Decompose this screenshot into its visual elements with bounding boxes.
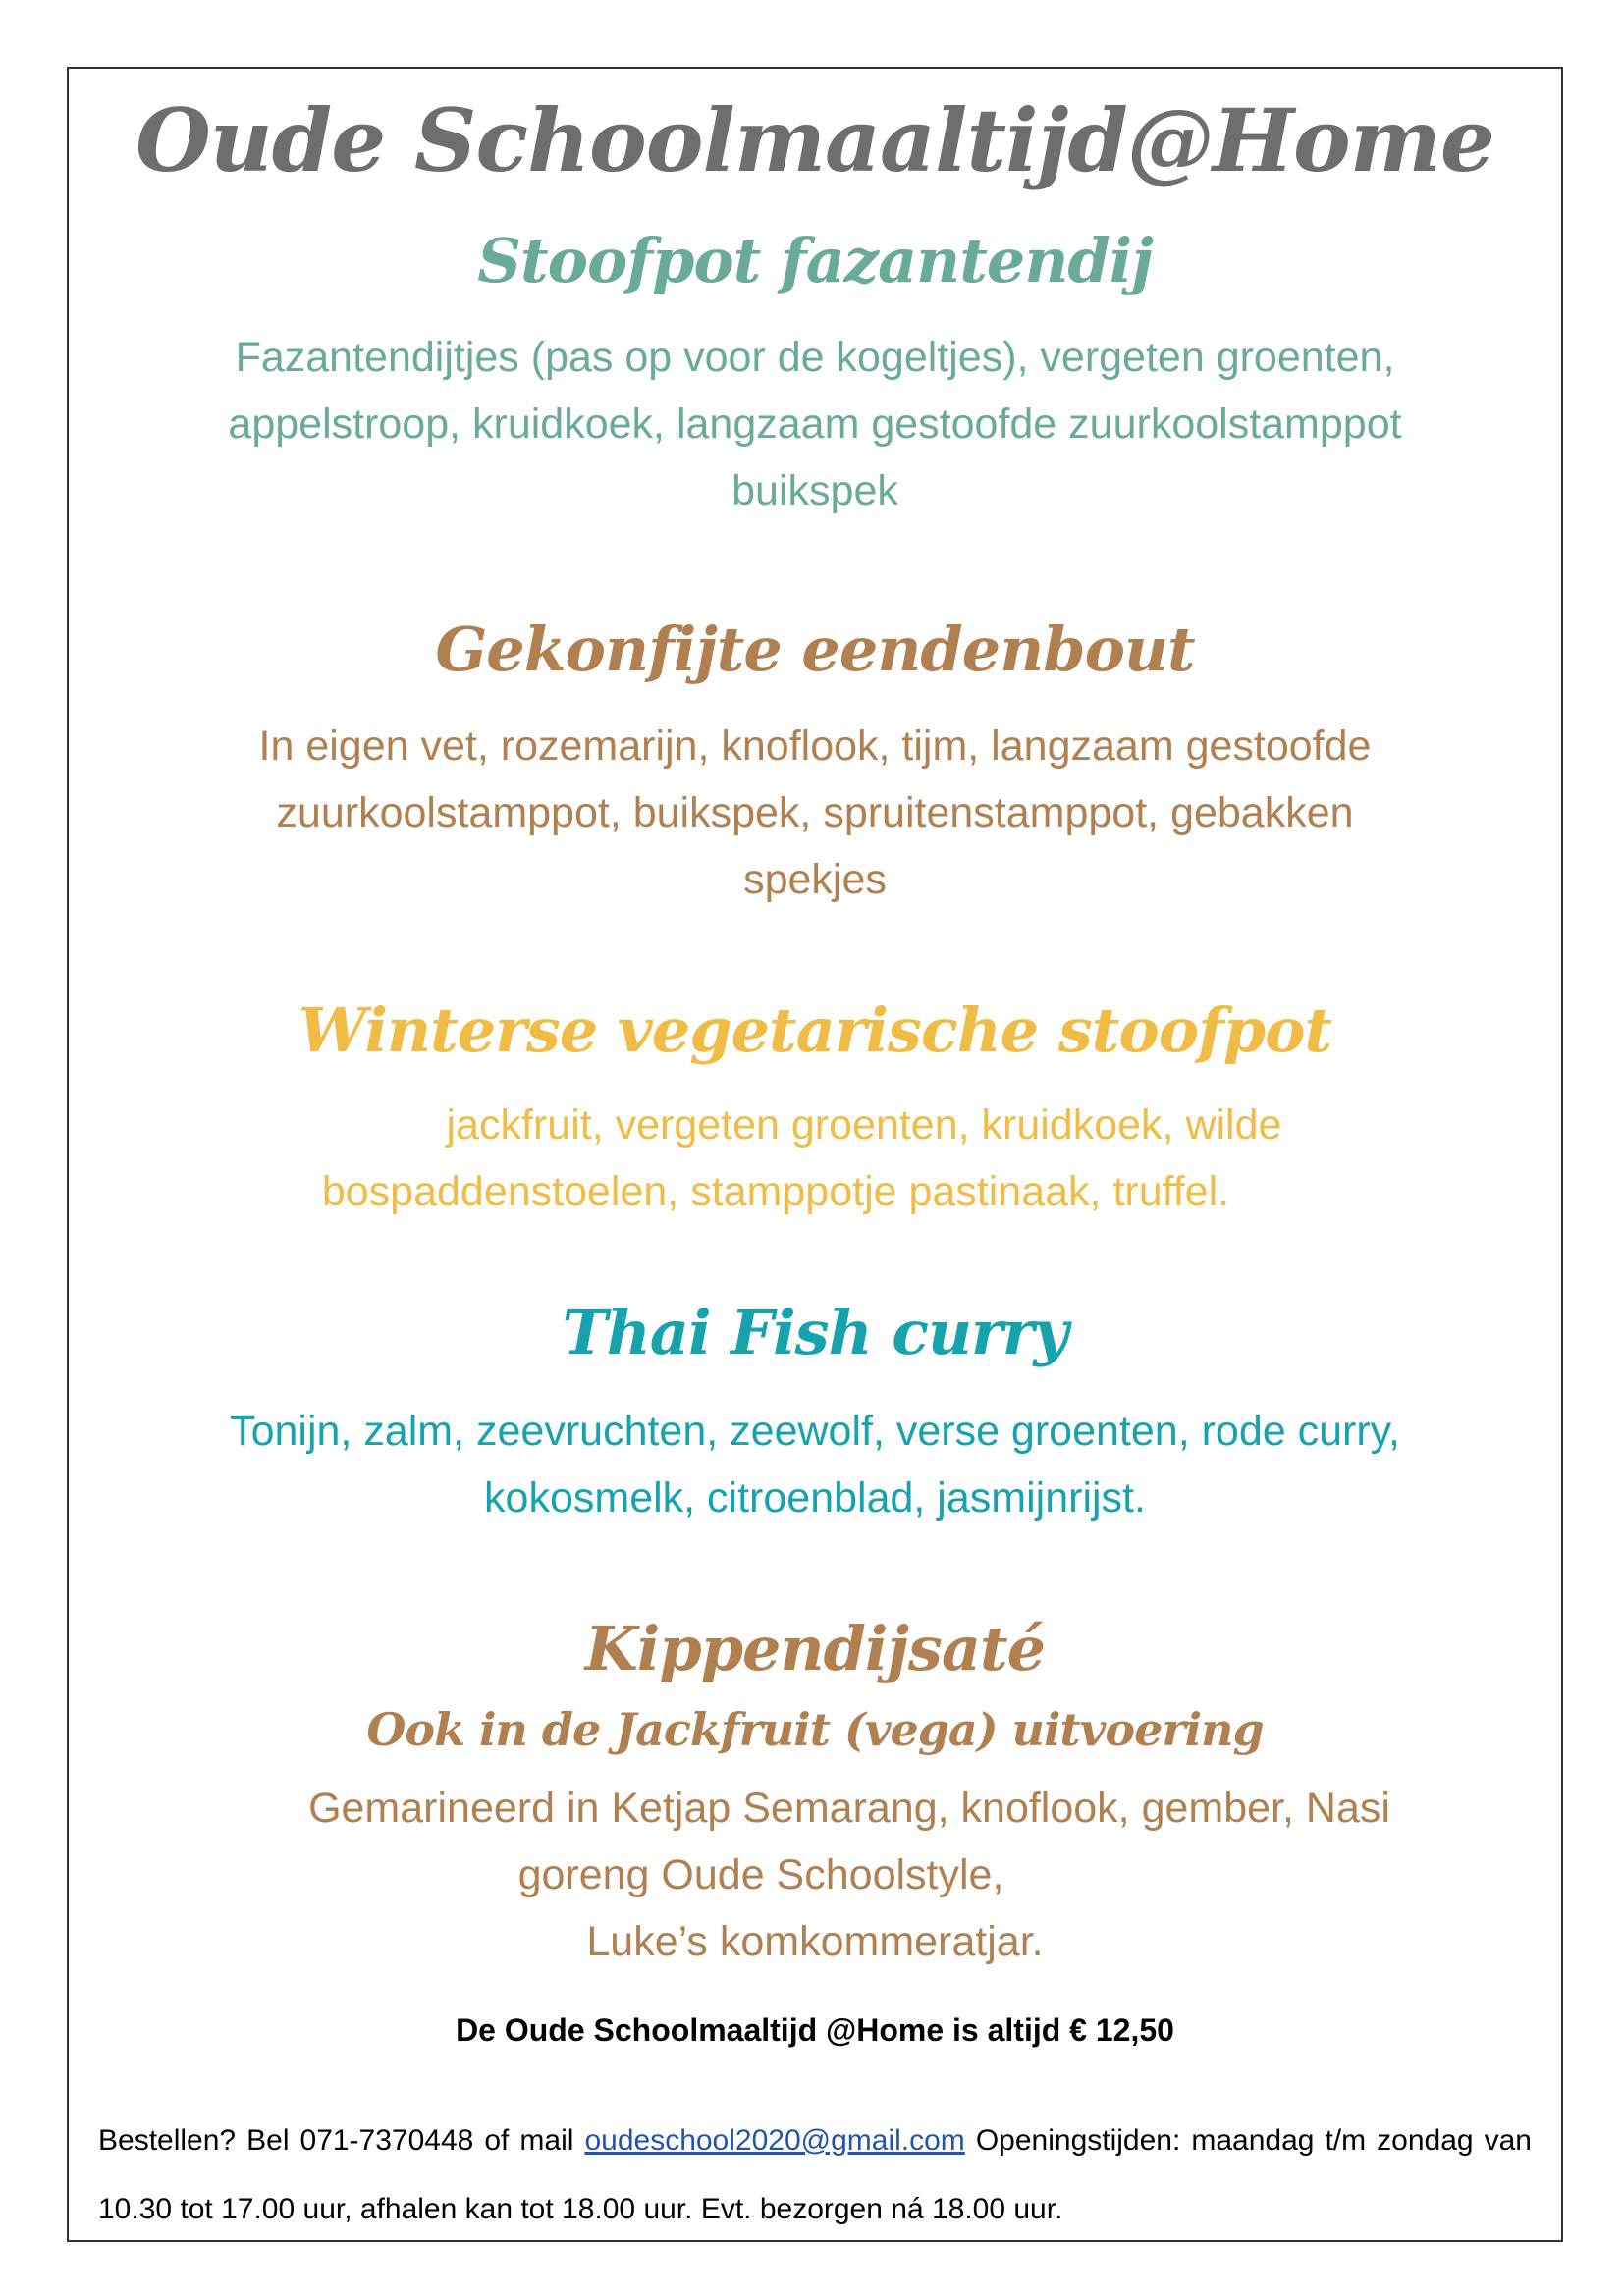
email-link[interactable]: oudeschool2020@gmail.com	[584, 2124, 965, 2157]
description-line: Fazantendijtjes (pas op voor de kogeltjes), vergeten groenten,	[235, 334, 1395, 381]
description-line: Tonijn, zalm, zeevruchten, zeewolf, verse groenten, rode curry,	[230, 1408, 1400, 1455]
description-line: jackfruit, vergeten groenten, kruidkoek, wilde	[446, 1101, 1282, 1148]
order-suffix: Openingstijden: maandag t/m zondag van 10.30 tot 17.00 uur, afhalen kan tot 18.00 uur. Evt. bezorgen ná 18.00 uur.	[98, 2124, 1532, 2225]
description-line: appelstroop, kruidkoek, langzaam gestoofde zuurkoolstamppot	[228, 400, 1402, 448]
dish-title-vegetarisch: Winterse vegetarische stoofpot	[298, 994, 1332, 1066]
dish-subtitle-kippendijsate: Ook in de Jackfruit (vega) uitvoering	[366, 1703, 1264, 1756]
description-line: spekjes	[743, 856, 887, 903]
dish-title-stoofpot: Stoofpot fazantendij	[477, 225, 1153, 296]
description-line: buikspek	[731, 467, 898, 514]
dish-description-stoofpot	[67, 324, 1563, 524]
description-line: Gemarineerd in Ketjap Semarang, knoflook, gember, Nasi	[308, 1785, 1390, 1832]
description-line: Luke’s komkommeratjar.	[586, 1918, 1044, 1965]
dish-description-eendenbout	[67, 713, 1563, 913]
dish-title-kippendijsate: Kippendijsaté	[584, 1613, 1046, 1684]
description-line: kokosmelk, citroenblad, jasmijnrijst.	[484, 1474, 1146, 1522]
description-line: zuurkoolstamppot, buikspek, spruitenstamppot, gebakken	[276, 789, 1354, 836]
description-line: goreng Oude Schoolstyle,	[517, 1851, 1004, 1898]
description-line: bospaddenstoelen, stamppotje pastinaak, truffel.	[321, 1168, 1230, 1215]
dish-description-kippendijsate	[67, 1775, 1563, 1975]
price-line: De Oude Schoolmaaltijd @Home is altijd € 12,50	[456, 2012, 1174, 2048]
order-info	[98, 2107, 1532, 2244]
dish-title-thai-fish-curry: Thai Fish curry	[562, 1297, 1068, 1368]
description-line: In eigen vet, rozemarijn, knoflook, tijm, langzaam gestoofde	[258, 722, 1372, 770]
dish-description-vegetarisch	[67, 1092, 1563, 1225]
dish-title-eendenbout: Gekonfijte eendenbout	[435, 614, 1195, 685]
dish-description-thai-fish-curry	[67, 1398, 1563, 1531]
page-title: Oude Schoolmaaltijd@Home	[135, 89, 1494, 191]
order-prefix: Bestellen? Bel 071-7370448 of mail	[98, 2124, 574, 2157]
